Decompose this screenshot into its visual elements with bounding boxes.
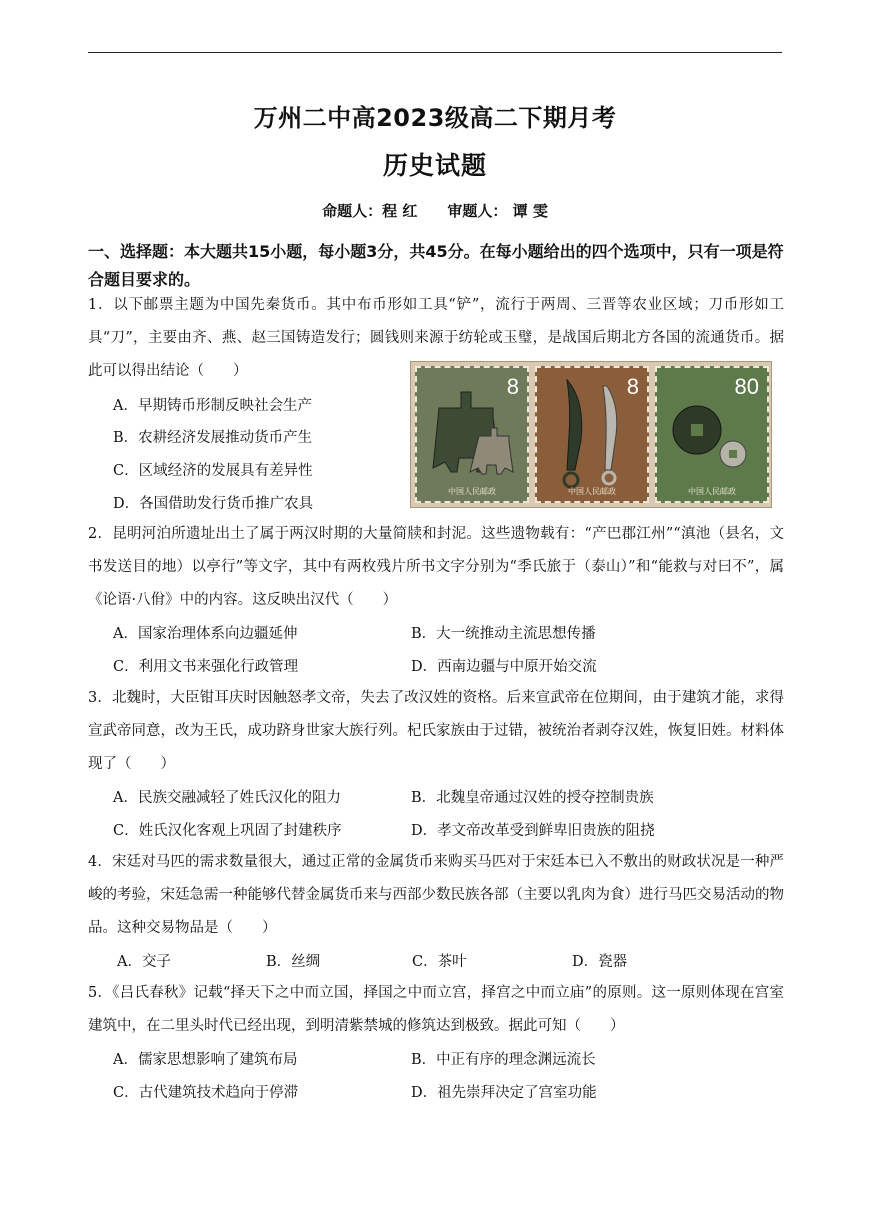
- stamp-2-value: 8: [626, 374, 639, 399]
- stamp-knife-coin: [535, 366, 649, 503]
- reviewer: 审题人： 谭 雯: [447, 202, 548, 220]
- top-rule: [88, 52, 782, 53]
- exam-title: 万州二中高2023级高二下期月考: [253, 104, 617, 132]
- q3-option-b: B．北魏皇帝通过汉姓的授夺控制贵族: [411, 790, 654, 806]
- coin-stamps-image: [410, 361, 772, 508]
- stamp-round-coin: [655, 366, 769, 503]
- q3-option-c: C．姓氏汉化客观上巩固了封建秩序: [113, 823, 342, 839]
- q3-option-a: A．民族交融减轻了姓氏汉化的阻力: [113, 790, 341, 806]
- question-3-stem: 3．北魏时，大臣钳耳庆时因触怒孝文帝，失去了改汉姓的资格。后来宣武帝在位期间，由于建筑才能，求得宣武帝同意，改为王氏，成功跻身世家大族行列。杞氏家族由于过错，被统治者剥夺汉姓，恢复旧姓。材料体现了（ ）: [88, 690, 784, 772]
- q1-option-d: D．各国借助发行货币推广农具: [113, 496, 314, 512]
- q2-option-c: C．利用文书来强化行政管理: [113, 659, 299, 675]
- q1-option-b: B．农耕经济发展推动货币产生: [113, 430, 313, 446]
- stamp-3-caption: 中国人民邮政: [688, 487, 736, 496]
- exam-subtitle: 历史试题: [382, 151, 487, 180]
- q4-option-a: A．交子: [117, 954, 171, 970]
- q4-option-c: C．茶叶: [412, 954, 467, 970]
- q1-option-c: C．区域经济的发展具有差异性: [113, 463, 313, 479]
- q2-option-d: D．西南边疆与中原开始交流: [411, 659, 597, 675]
- q3-option-d: D．孝文帝改革受到鲜卑旧贵族的阻挠: [411, 823, 655, 839]
- q4-option-b: B．丝绸: [266, 954, 321, 970]
- authors-line: [0, 200, 870, 221]
- stamp-1-caption: 中国人民邮政: [448, 487, 496, 496]
- stamp-1-value: 8: [506, 374, 519, 399]
- question-2-stem: 2．昆明河泊所遗址出土了属于两汉时期的大量简牍和封泥。这些遗物载有：“产巴郡江州”“滇池（县名，文书发送目的地）以亭行”等文字，其中有两枚残片所书文字分别为“季氏旅于（泰山）”和“能救与对曰不”，属《论语·八佾》中的内容。这反映出汉代（ ）: [88, 526, 784, 608]
- q4-option-d: D．瓷器: [572, 954, 628, 970]
- proposer: 命题人：程 红: [322, 202, 418, 220]
- question-5-stem: 5．《吕氏春秋》记载“择天下之中而立国，择国之中而立宫，择宫之中而立庙”的原则。这一原则体现在宫室建筑中，在二里头时代已经出现，到明清紫禁城的修筑达到极致。据此可知（ ）: [88, 985, 784, 1034]
- stamp-2-caption: 中国人民邮政: [568, 487, 616, 496]
- stamp-spade-coin: [415, 366, 529, 503]
- q5-option-d: D．祖先崇拜决定了宫室功能: [411, 1085, 597, 1101]
- question-1-stem: 1．以下邮票主题为中国先秦货币。其中布币形如工具“铲”，流行于两周、三晋等农业区域；刀币形如工具“刀”，主要由齐、燕、赵三国铸造发行；圆钱则来源于纺轮或玉璧，是战国后期北方各国的流通货币。据此可以得出结论（ ）: [88, 297, 784, 379]
- q2-option-a: A．国家治理体系向边疆延伸: [113, 626, 298, 642]
- q5-option-a: A．儒家思想影响了建筑布局: [113, 1052, 298, 1068]
- q5-option-b: B．中正有序的理念渊远流长: [411, 1052, 596, 1068]
- section-heading: 一、选择题：本大题共15小题，每小题3分，共45分。在每小题给出的四个选项中，只有一项是符合题目要求的。: [88, 242, 784, 289]
- q2-option-b: B．大一统推动主流思想传播: [411, 626, 596, 642]
- stamp-3-value: 80: [734, 374, 759, 399]
- question-4-stem: 4．宋廷对马匹的需求数量很大，通过正常的金属货币来购买马匹对于宋廷本已入不敷出的财政状况是一种严峻的考验，宋廷急需一种能够代替金属货币来与西部少数民族各部（主要以乳肉为食）进行马匹交易活动的物品。这种交易物品是（ ）: [88, 854, 784, 936]
- q1-option-a: A．早期铸币形制反映社会生产: [113, 398, 312, 414]
- q5-option-c: C．古代建筑技术趋向于停滞: [113, 1085, 299, 1101]
